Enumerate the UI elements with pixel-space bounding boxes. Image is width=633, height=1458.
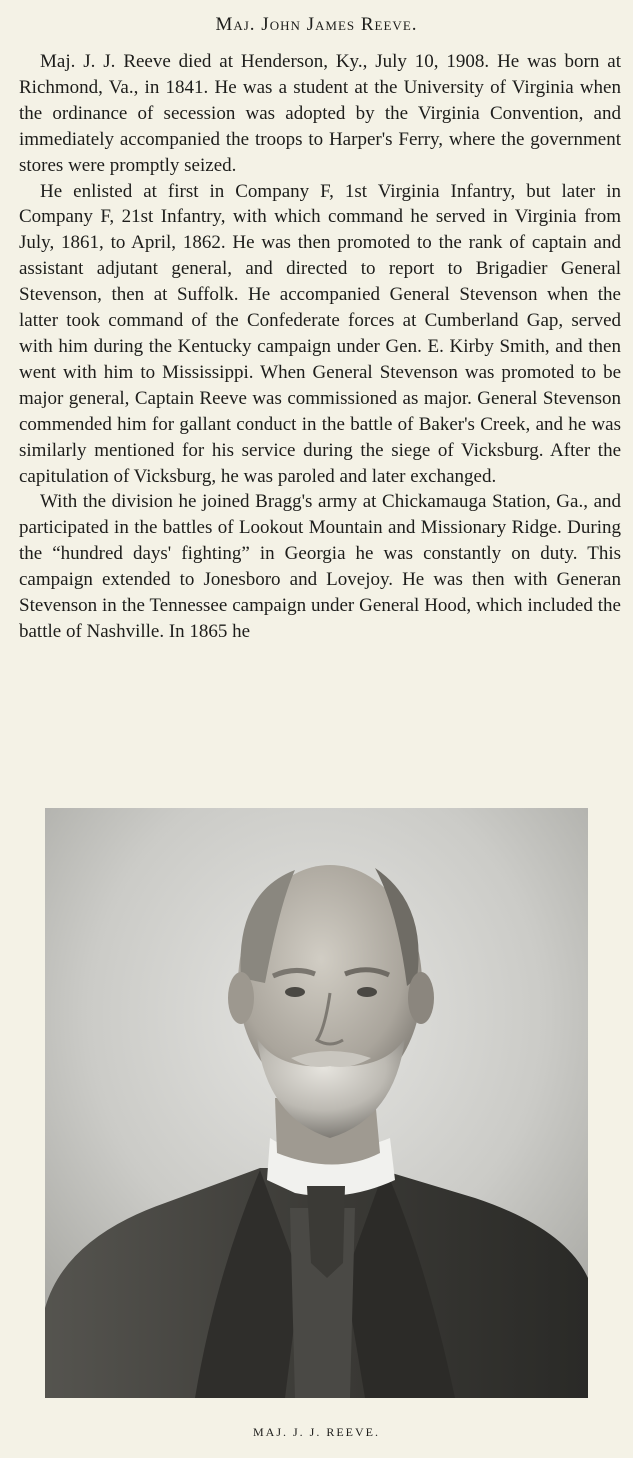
article-title: Maj. John James Reeve. (215, 14, 418, 35)
right-ear (408, 972, 434, 1024)
paragraph-2: He enlisted at first in Company F, 1st Virginia Infantry, but later in Company F, 21st Infantry, with which command he served in Virginia from July, 1861, to April, 1862. He was then promoted to the rank of captain and assistant adjutant general, and directed to report to Brigadier General Stevenson, then at Suffolk. He accompanied General Stevenson when the latter took command of the Confederate forces at Cumberland Gap, served with him during the Kentucky campaign under Gen. E. Kirby Smith, and then went with him to Mississippi. When General Stevenson was promoted to be major general, Captain Reeve was commissioned as major. General Stevenson commended him for gallant conduct in the battle of Baker's Creek, and he was similarly mentioned for his service during the siege of Vicksburg. After the capitulation of Vicksburg, he was paroled and later exchanged. (19, 180, 621, 487)
portrait-caption: MAJ. J. J. REEVE. (252, 1425, 380, 1439)
right-eye (357, 987, 377, 997)
portrait-photo (45, 808, 588, 1398)
paragraph-1: Maj. J. J. Reeve died at Henderson, Ky., July 10, 1908. He was born at Richmond, Va., in 1841. He was a student at the University of Virginia when the ordinance of secession was adopted by the Virginia Convention, and immediately accompanied the troops to Harper's Ferry, where the government stores were promptly seized. (19, 51, 621, 176)
portrait-illustration (45, 808, 588, 1398)
left-ear (228, 972, 254, 1024)
article-body (19, 49, 621, 645)
left-eye (285, 987, 305, 997)
necktie (307, 1186, 345, 1278)
paragraph-3: With the division he joined Bragg's army at Chickamauga Station, Ga., and participated in the battles of Lookout Mountain and Missionary Ridge. During the “hundred days' fighting” in Georgia he was constantly on duty. This campaign extended to Jonesboro and Lovejoy. He was then with Generan Stevenson in the Tennessee campaign under General Hood, which included the battle of Nashville. In 1865 he (19, 491, 621, 642)
